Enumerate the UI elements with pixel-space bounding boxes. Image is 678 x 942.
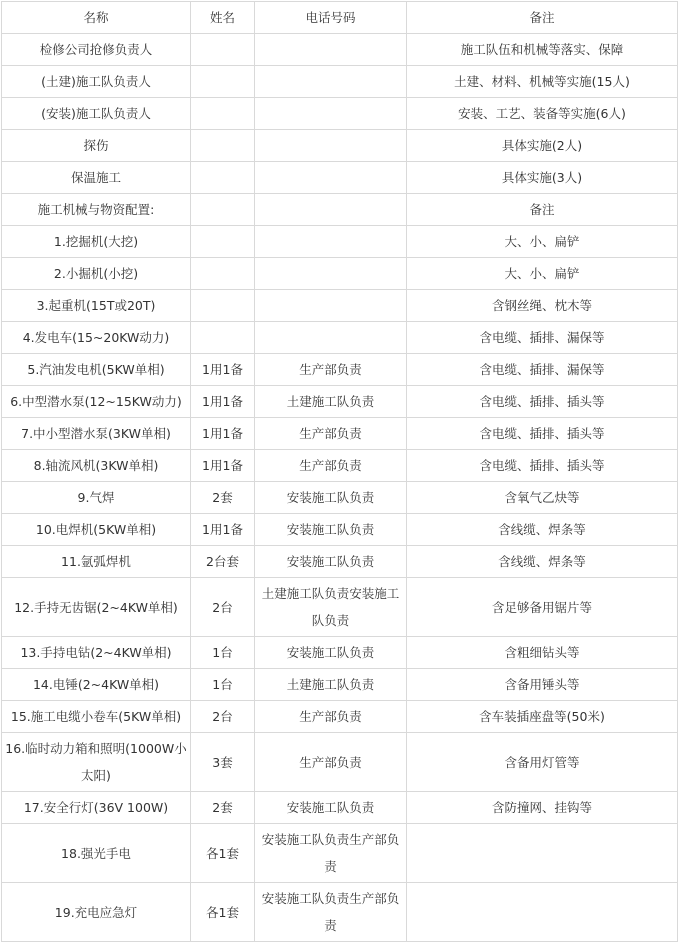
cell-name: 保温施工: [2, 162, 191, 194]
cell-phone: [255, 194, 407, 226]
cell-phone: 生产部负责: [255, 418, 407, 450]
cell-phone: 安装施工队负责: [255, 792, 407, 824]
cell-remarks: 含足够备用锯片等: [407, 578, 678, 637]
table-row: [2, 578, 678, 637]
cell-person: [191, 66, 255, 98]
cell-remarks: 含防撞网、挂钩等: [407, 792, 678, 824]
cell-person: 2台: [191, 701, 255, 733]
cell-person: 1用1备: [191, 514, 255, 546]
cell-remarks: 备注: [407, 194, 678, 226]
cell-remarks: 具体实施(2人): [407, 130, 678, 162]
cell-person: [191, 98, 255, 130]
column-header-person: 姓名: [191, 2, 255, 34]
cell-name: (土建)施工队负责人: [2, 66, 191, 98]
table-row: [2, 98, 678, 130]
cell-name: 2.小掘机(小挖): [2, 258, 191, 290]
table-row: [2, 226, 678, 258]
cell-phone: [255, 162, 407, 194]
cell-person: 1台: [191, 669, 255, 701]
cell-phone: 生产部负责: [255, 450, 407, 482]
cell-name: 4.发电车(15~20KW动力): [2, 322, 191, 354]
cell-remarks: 含电缆、插排、漏保等: [407, 322, 678, 354]
cell-remarks: 含电缆、插排、漏保等: [407, 354, 678, 386]
cell-phone: 安装施工队负责: [255, 637, 407, 669]
cell-person: 2套: [191, 482, 255, 514]
cell-person: 1用1备: [191, 450, 255, 482]
cell-name: 1.挖掘机(大挖): [2, 226, 191, 258]
table-row: [2, 669, 678, 701]
table-row: [2, 418, 678, 450]
cell-name: 15.施工电缆小卷车(5KW单相): [2, 701, 191, 733]
table-row: [2, 194, 678, 226]
cell-remarks: 施工队伍和机械等落实、保障: [407, 34, 678, 66]
cell-remarks: 含线缆、焊条等: [407, 514, 678, 546]
cell-phone: 生产部负责: [255, 733, 407, 792]
cell-remarks: 含车装插座盘等(50米): [407, 701, 678, 733]
cell-phone: 土建施工队负责: [255, 386, 407, 418]
cell-phone: [255, 322, 407, 354]
cell-remarks: 大、小、扁铲: [407, 258, 678, 290]
table-row: [2, 130, 678, 162]
table-row: [2, 824, 678, 883]
cell-phone: [255, 258, 407, 290]
cell-remarks: 安装、工艺、装备等实施(6人): [407, 98, 678, 130]
table-row: [2, 792, 678, 824]
table-row: [2, 354, 678, 386]
cell-remarks: 含线缆、焊条等: [407, 546, 678, 578]
cell-phone: [255, 130, 407, 162]
cell-remarks: 含电缆、插排、插头等: [407, 386, 678, 418]
cell-person: 1台: [191, 637, 255, 669]
table-row: [2, 450, 678, 482]
table-row: [2, 34, 678, 66]
table-row: [2, 883, 678, 942]
table-row: [2, 162, 678, 194]
cell-name: 12.手持无齿锯(2~4KW单相): [2, 578, 191, 637]
cell-person: [191, 194, 255, 226]
cell-name: 19.充电应急灯: [2, 883, 191, 942]
cell-name: 施工机械与物资配置:: [2, 194, 191, 226]
cell-phone: 安装施工队负责生产部负责: [255, 824, 407, 883]
cell-name: 7.中小型潜水泵(3KW单相): [2, 418, 191, 450]
cell-name: 5.汽油发电机(5KW单相): [2, 354, 191, 386]
cell-person: 2套: [191, 792, 255, 824]
cell-phone: 生产部负责: [255, 701, 407, 733]
cell-name: 8.轴流风机(3KW单相): [2, 450, 191, 482]
table-row: [2, 482, 678, 514]
cell-person: 各1套: [191, 824, 255, 883]
table-row: [2, 386, 678, 418]
cell-phone: [255, 34, 407, 66]
cell-person: 1用1备: [191, 386, 255, 418]
cell-phone: [255, 226, 407, 258]
cell-name: 探伤: [2, 130, 191, 162]
column-header-remarks: 备注: [407, 2, 678, 34]
cell-name: 11.氩弧焊机: [2, 546, 191, 578]
column-header-name: 名称: [2, 2, 191, 34]
cell-name: 16.临时动力箱和照明(1000W小太阳): [2, 733, 191, 792]
cell-phone: 生产部负责: [255, 354, 407, 386]
table-row: [2, 733, 678, 792]
cell-remarks: 含钢丝绳、枕木等: [407, 290, 678, 322]
table-row: [2, 258, 678, 290]
cell-person: 2台: [191, 578, 255, 637]
cell-person: [191, 34, 255, 66]
cell-person: [191, 226, 255, 258]
cell-phone: 安装施工队负责: [255, 514, 407, 546]
cell-phone: [255, 66, 407, 98]
cell-remarks: 含备用灯管等: [407, 733, 678, 792]
cell-remarks: [407, 883, 678, 942]
cell-name: 17.安全行灯(36V 100W): [2, 792, 191, 824]
cell-person: [191, 290, 255, 322]
cell-name: 3.起重机(15T或20T): [2, 290, 191, 322]
table-body: [2, 34, 678, 942]
cell-person: [191, 258, 255, 290]
cell-phone: 安装施工队负责: [255, 546, 407, 578]
cell-remarks: 含粗细钻头等: [407, 637, 678, 669]
table-row: [2, 701, 678, 733]
cell-name: 13.手持电钻(2~4KW单相): [2, 637, 191, 669]
equipment-assignment-table: [1, 1, 678, 942]
cell-name: 14.电锤(2~4KW单相): [2, 669, 191, 701]
cell-name: 6.中型潜水泵(12~15KW动力): [2, 386, 191, 418]
cell-name: 检修公司抢修负责人: [2, 34, 191, 66]
cell-phone: 安装施工队负责: [255, 482, 407, 514]
cell-remarks: 含电缆、插排、插头等: [407, 418, 678, 450]
cell-person: 2台套: [191, 546, 255, 578]
cell-person: 3套: [191, 733, 255, 792]
cell-remarks: 土建、材料、机械等实施(15人): [407, 66, 678, 98]
cell-remarks: 含备用锤头等: [407, 669, 678, 701]
table-row: [2, 546, 678, 578]
cell-person: [191, 162, 255, 194]
cell-phone: 土建施工队负责安装施工队负责: [255, 578, 407, 637]
cell-remarks: 具体实施(3人): [407, 162, 678, 194]
cell-person: 1用1备: [191, 418, 255, 450]
cell-person: 各1套: [191, 883, 255, 942]
column-header-phone: 电话号码: [255, 2, 407, 34]
table-row: [2, 637, 678, 669]
cell-name: 9.气焊: [2, 482, 191, 514]
cell-remarks: 含电缆、插排、插头等: [407, 450, 678, 482]
cell-person: 1用1备: [191, 354, 255, 386]
table-row: [2, 66, 678, 98]
table-row: [2, 514, 678, 546]
cell-person: [191, 322, 255, 354]
cell-person: [191, 130, 255, 162]
cell-phone: 安装施工队负责生产部负责: [255, 883, 407, 942]
cell-phone: 土建施工队负责: [255, 669, 407, 701]
cell-remarks: 含氧气乙炔等: [407, 482, 678, 514]
table-row: [2, 290, 678, 322]
cell-name: 18.强光手电: [2, 824, 191, 883]
cell-phone: [255, 290, 407, 322]
cell-name: (安装)施工队负责人: [2, 98, 191, 130]
cell-phone: [255, 98, 407, 130]
table-row: [2, 322, 678, 354]
cell-remarks: 大、小、扁铲: [407, 226, 678, 258]
table-header-row: [2, 2, 678, 34]
cell-remarks: [407, 824, 678, 883]
cell-name: 10.电焊机(5KW单相): [2, 514, 191, 546]
